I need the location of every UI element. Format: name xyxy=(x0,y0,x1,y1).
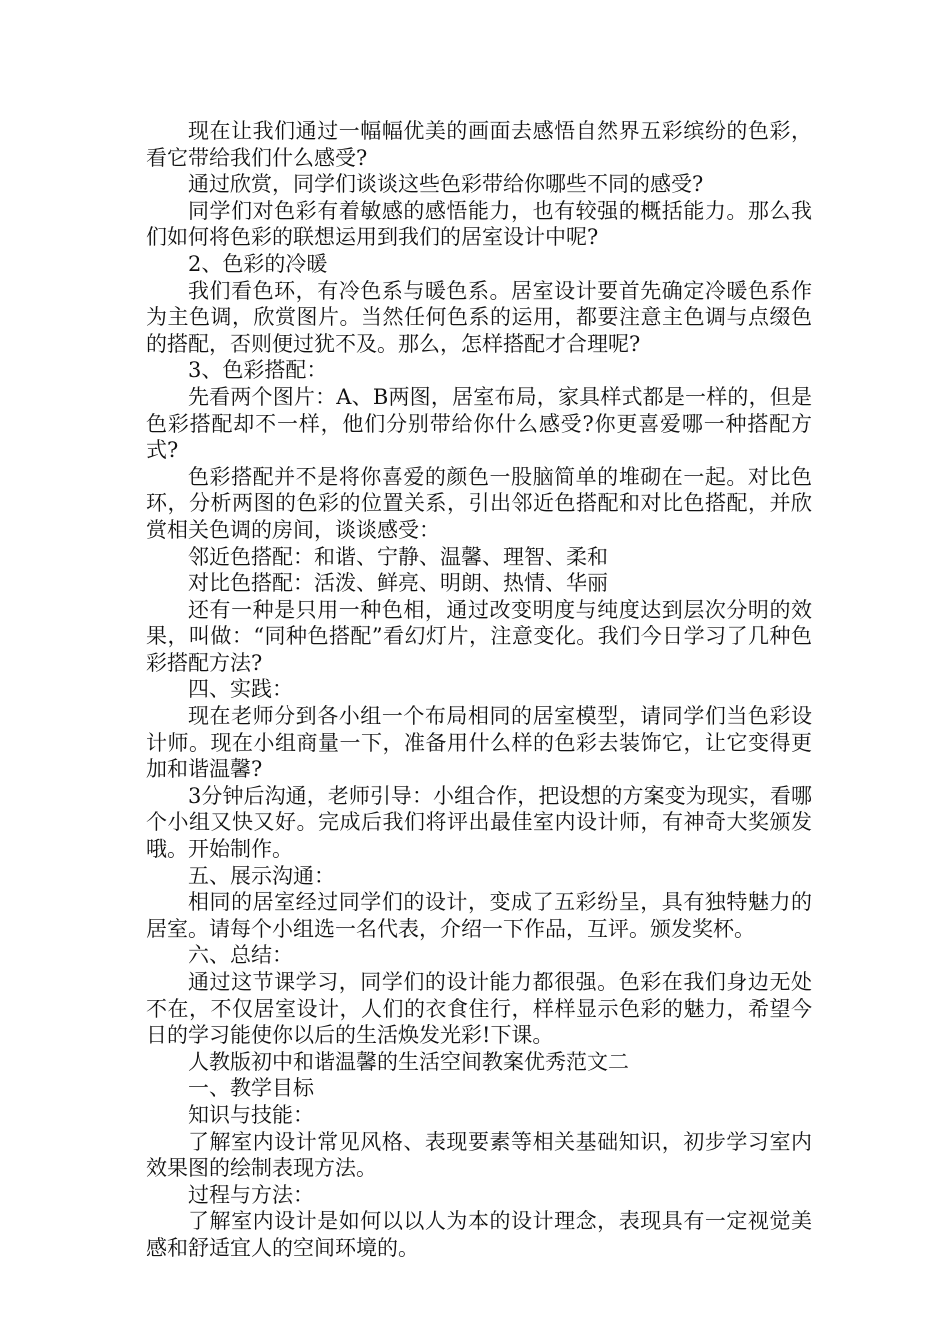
paragraph-knowledge-skills: 了解室内设计常见风格、表现要素等相关基础知识，初步学习室内效果图的绘制表现方法。 xyxy=(146,1129,812,1181)
paragraph-appreciation-question: 通过欣赏，同学们谈谈这些色彩带给你哪些不同的感受? xyxy=(188,172,704,197)
paragraph-practice-task: 现在老师分到各小组一个布局相同的居室模型，请同学们当色彩设计师。现在小组商量一下，准备用什么样的色彩去装饰它，让它变得更加和谐温馨? xyxy=(146,704,812,782)
paragraph-group-work: 3分钟后沟通，老师引导：小组合作，把设想的方案变为现实，看哪个小组又快又好。完成后我们将评出最佳室内设计师，有神奇大奖颁发哦。开始制作。 xyxy=(146,783,812,862)
section-heading-summary: 六、总结： xyxy=(188,943,293,968)
paragraph-monochrome-matching: 还有一种是只用一种色相，通过改变明度与纯度达到层次分明的效果，叫做：“同种色搭配”看幻灯片，注意变化。我们今日学习了几种色彩搭配方法? xyxy=(146,597,812,675)
paragraph-contrast-colors: 对比色搭配：活泼、鲜亮、明朗、热情、华丽 xyxy=(188,571,608,596)
subheading-process-methods: 过程与方法： xyxy=(188,1182,314,1207)
paragraph-presentation: 相同的居室经过同学们的设计，变成了五彩纷呈，具有独特魅力的居室。请每个小组选一名代表，介绍一下作品，互评。颁发奖杯。 xyxy=(146,890,812,941)
section-heading-teaching-goals: 一、教学目标 xyxy=(188,1076,314,1101)
paragraph-color-wheel: 我们看色环，有冷色系与暖色系。居室设计要首先确定冷暖色系作为主色调，欣赏图片。当然任何色系的运用，都要注意主色调与点缀色的搭配，否则便过犹不及。那么，怎样搭配才合理呢? xyxy=(146,278,812,356)
paragraph-matching-explanation: 色彩搭配并不是将你喜爱的颜色一股脑简单的堆砌在一起。对比色环，分析两图的色彩的位置关系，引出邻近色搭配和对比色搭配，并欣赏相关色调的房间，谈谈感受： xyxy=(146,464,812,542)
paragraph-compare-images: 先看两个图片：A、B两图，居室布局，家具样式都是一样的，但是色彩搭配却不一样，他们分别带给你什么感受?你更喜爱哪一种搭配方式? xyxy=(146,384,812,463)
paragraph-adjacent-colors: 邻近色搭配：和谐、宁静、温馨、理智、柔和 xyxy=(188,544,608,569)
paragraph-process-methods: 了解室内设计是如何以以人为本的设计理念，表现具有一定视觉美感和舒适宜人的空间环境的。 xyxy=(146,1209,812,1260)
section-heading-presentation: 五、展示沟通： xyxy=(188,863,335,888)
subheading-knowledge-skills: 知识与技能： xyxy=(188,1102,314,1127)
paragraph-color-association: 同学们对色彩有着敏感的感悟能力，也有较强的概括能力。那么我们如何将色彩的联想运用到我们的居室设计中呢? xyxy=(146,198,812,250)
paragraph-summary: 通过这节课学习，同学们的设计能力都很强。色彩在我们身边无处不在，不仅居室设计，人们的衣食住行，样样显示色彩的魅力，希望今日的学习能使你以后的生活焕发光彩!下课。 xyxy=(146,970,812,1048)
section-heading-color-matching: 3、色彩搭配： xyxy=(188,358,328,383)
document-subtitle-part-two: 人教版初中和谐温馨的生活空间教案优秀范文二 xyxy=(188,1049,629,1074)
section-heading-practice: 四、实践： xyxy=(188,677,293,702)
document-body xyxy=(146,118,812,1262)
section-heading-warm-cool: 2、色彩的冷暖 xyxy=(188,251,328,276)
paragraph-color-perception-intro: 现在让我们通过一幅幅优美的画面去感悟自然界五彩缤纷的色彩，看它带给我们什么感受? xyxy=(146,119,812,170)
